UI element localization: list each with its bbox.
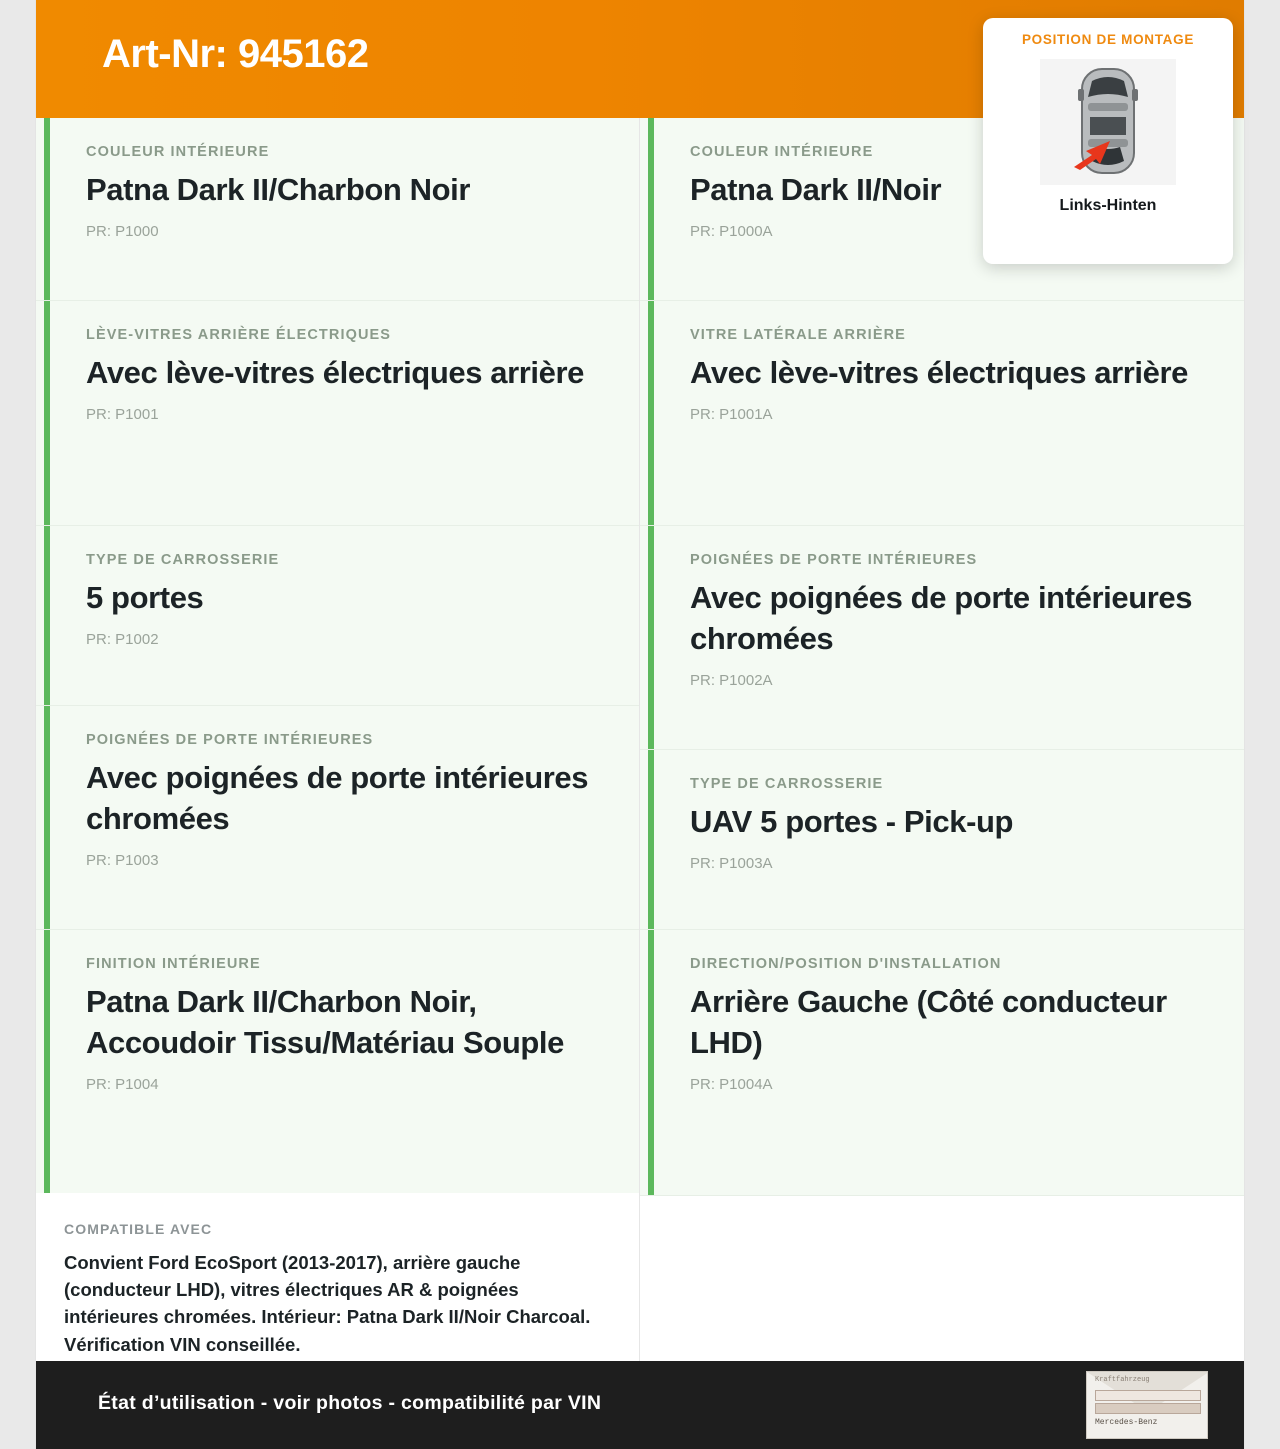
spec-item [640, 750, 1244, 930]
compatibility-label: COMPATIBLE AVEC [64, 1221, 213, 1237]
spec-label: TYPE DE CARROSSERIE [690, 776, 884, 792]
footer-text: État d’utilisation - voir photos - compatibilité par VIN [98, 1392, 602, 1414]
stamp-top-text: Kraftfahrzeug [1095, 1376, 1150, 1384]
spec-value: Avec poignées de porte intérieures chromées [86, 760, 589, 836]
spec-pr-code: PR: P1003 [86, 851, 159, 869]
page-title: Art-Nr: 945162 [102, 32, 369, 76]
spec-label: TYPE DE CARROSSERIE [86, 552, 280, 568]
spec-pr-code: PR: P1004 [86, 1075, 159, 1093]
spec-item [36, 118, 639, 301]
spec-value: UAV 5 portes - Pick-up [690, 804, 1014, 839]
mounting-position-image [1040, 59, 1176, 185]
spec-label: FINITION INTÉRIEURE [86, 956, 261, 972]
spec-label: LÈVE-VITRES ARRIÈRE ÉLECTRIQUES [86, 327, 392, 343]
spec-pr-code: PR: P1001A [690, 405, 773, 423]
spec-pr-code: PR: P1001 [86, 405, 159, 423]
spec-item [640, 526, 1244, 750]
spec-value: Patna Dark II/Charbon Noir, Accoudoir Tissu/Matériau Souple [86, 984, 564, 1060]
spec-label: POIGNÉES DE PORTE INTÉRIEURES [86, 732, 374, 748]
red-arrow-icon [1066, 137, 1112, 171]
spec-label: POIGNÉES DE PORTE INTÉRIEURES [690, 552, 978, 568]
spec-item [36, 930, 639, 1196]
spec-value: Avec lève-vitres électriques arrière [690, 355, 1188, 390]
mounting-position-title: POSITION DE MONTAGE [1021, 32, 1195, 47]
mounting-position-caption: Links-Hinten [1059, 197, 1157, 214]
spec-value: Avec poignées de porte intérieures chromées [690, 580, 1193, 656]
spec-pr-code: PR: P1002A [690, 671, 773, 689]
spec-item [36, 526, 639, 706]
spec-item [640, 930, 1244, 1196]
spec-item [36, 706, 639, 930]
spec-pr-code: PR: P1003A [690, 854, 773, 872]
spec-value: Patna Dark II/Noir [690, 172, 942, 207]
spec-item [36, 301, 639, 526]
spec-pr-code: PR: P1004A [690, 1075, 773, 1093]
specs-column-right [640, 118, 1244, 1196]
mounting-position-card [983, 18, 1233, 264]
footer-bar [36, 1361, 1244, 1449]
vehicle-document-stamp-icon [1086, 1371, 1208, 1439]
spec-value: Arrière Gauche (Côté conducteur LHD) [690, 984, 1167, 1060]
spec-label: COULEUR INTÉRIEURE [690, 144, 874, 160]
compatibility-text: Convient Ford EcoSport (2013-2017), arrière gauche (conducteur LHD), vitres électriques AR & poignées intérieures chromées. Intérieur: Patna Dark II/Noir Charcoal. Vérification VIN conseillée. [64, 1252, 591, 1355]
spec-value: 5 portes [86, 580, 204, 615]
spec-label: COULEUR INTÉRIEURE [86, 144, 270, 160]
spec-value: Avec lève-vitres électriques arrière [86, 355, 584, 390]
compatibility-block [36, 1193, 640, 1361]
spec-label: VITRE LATÉRALE ARRIÈRE [690, 327, 906, 343]
spec-pr-code: PR: P1002 [86, 630, 159, 648]
spec-pr-code: PR: P1000A [690, 222, 773, 240]
spec-item [640, 301, 1244, 526]
spec-value: Patna Dark II/Charbon Noir [86, 172, 471, 207]
stamp-sub-text: Mercedes-Benz [1095, 1418, 1158, 1427]
specs-columns [36, 118, 1244, 1196]
spec-label: DIRECTION/POSITION D'INSTALLATION [690, 956, 1002, 972]
spec-pr-code: PR: P1000 [86, 222, 159, 240]
specs-column-left [36, 118, 640, 1196]
